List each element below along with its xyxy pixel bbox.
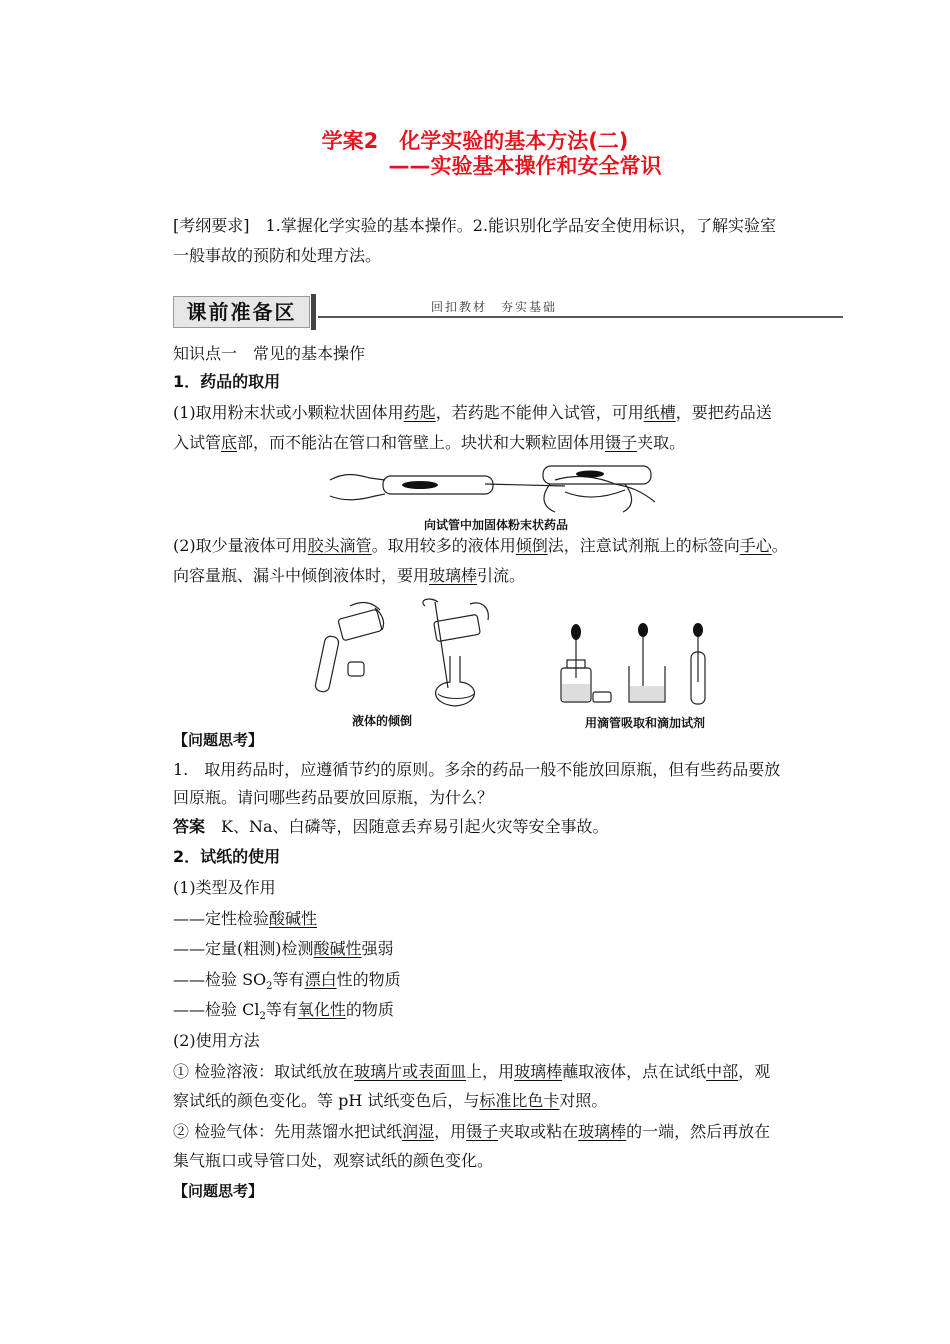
- question-text-1: 1. 取用药品时，应遵循节约的原则。多余的药品一般不能放回原瓶，但有些药品要放: [173, 760, 781, 779]
- type-line-3: ——检验 $SO_2$等有漂白性的物质: [173, 970, 401, 993]
- figure-dropper-use: [557, 622, 717, 710]
- question-label-2: 【问题思考】: [173, 1182, 264, 1200]
- figure-adding-powder: [325, 462, 665, 514]
- figure-1-caption: 向试管中加固体粉末状药品: [424, 518, 569, 532]
- heading-drug-taking: 1．药品的取用: [173, 372, 281, 391]
- banner-subtitle: 回扣教材 夯实基础: [431, 300, 558, 314]
- banner-bar: [311, 294, 316, 330]
- figure-3-caption: 用滴管吸取和滴加试剂: [585, 716, 706, 730]
- paragraph-solid-1: (1)取用粉末状或小颗粒状固体用药匙，若药匙不能伸入试管，可用纸槽，要把药品送: [173, 403, 772, 422]
- banner-label: 课前准备区: [173, 296, 310, 328]
- document-subtitle: ——实验基本操作和安全常识: [388, 154, 662, 178]
- requirements-line-2: 一般事故的预防和处理方法。: [173, 246, 382, 265]
- figure-2-caption: 液体的倾倒: [352, 714, 413, 728]
- method-solution-2: 察试纸的颜色变化。等 pH 试纸变色后，与标准比色卡对照。: [173, 1091, 608, 1110]
- paragraph-solid-2: 入试管底部，而不能沾在管口和管壁上。块状和大颗粒固体用镊子夹取。: [173, 433, 686, 452]
- types-and-uses: (1)类型及作用: [173, 878, 276, 897]
- figure-liquid-pouring: [290, 596, 510, 708]
- usage-method: (2)使用方法: [173, 1031, 260, 1050]
- paragraph-liquid-2: 向容量瓶、漏斗中倾倒液体时，要用玻璃棒引流。: [173, 566, 526, 585]
- banner-rule: [318, 316, 843, 318]
- document-title: 学案2 化学实验的基本方法(二): [321, 129, 629, 153]
- type-line-1: ——定性检验酸碱性: [173, 909, 318, 928]
- section-banner: [173, 294, 843, 330]
- knowledge-point-heading: 知识点一 常见的基本操作: [173, 344, 366, 363]
- method-gas-2: 集气瓶口或导管口处，观察试纸的颜色变化。: [173, 1151, 494, 1170]
- heading-test-paper: 2．试纸的使用: [173, 847, 281, 866]
- type-line-2: ——定量(粗测)检测酸碱性强弱: [173, 939, 394, 958]
- method-gas-1: ② 检验气体：先用蒸馏水把试纸润湿，用镊子夹取或粘在玻璃棒的一端，然后再放在: [173, 1122, 771, 1141]
- question-label-1: 【问题思考】: [173, 731, 264, 749]
- paragraph-liquid-1: (2)取少量液体可用胶头滴管。取用较多的液体用倾倒法，注意试剂瓶上的标签向手心。: [173, 536, 788, 555]
- answer-line: 答案 K、Na、白磷等，因随意丢弃易引起火灾等安全事故。: [173, 817, 609, 836]
- answer-label: 答案: [173, 817, 206, 836]
- requirements-line-1: [考纲要求] 1.掌握化学实验的基本操作。2.能识别化学品安全使用标识，了解实验室: [173, 216, 777, 235]
- method-solution-1: ① 检验溶液：取试纸放在玻璃片或表面皿上，用玻璃棒蘸取液体，点在试纸中部，观: [173, 1062, 771, 1081]
- requirements-label: [考纲要求]: [173, 216, 250, 235]
- question-text-2: 回原瓶。请问哪些药品要放回原瓶，为什么？: [173, 788, 494, 807]
- type-line-4: ——检验 $Cl_2$等有氧化性的物质: [173, 1000, 394, 1023]
